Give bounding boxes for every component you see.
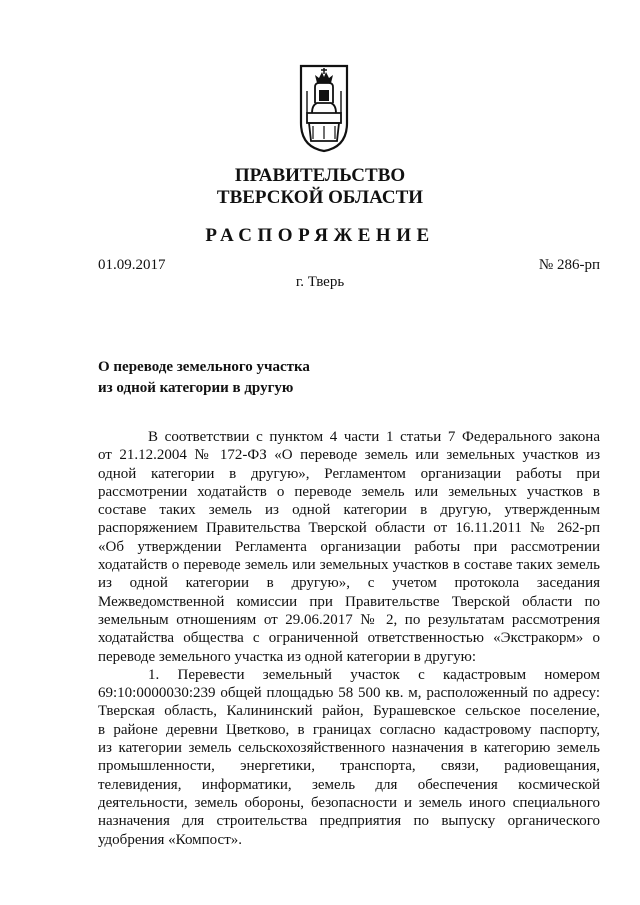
document-city: г. Тверь [295, 274, 345, 290]
org-name-line2: ТВЕРСКОЙ ОБЛАСТИ [216, 187, 424, 208]
subject-line1: О переводе земельного участка [98, 359, 310, 375]
body-line: деятельности, земель обороны, безопасности и земель иного специального [98, 794, 600, 811]
body-line: от 21.12.2004 № 172-ФЗ «О переводе земель или земельных участков из [98, 447, 600, 464]
body-line: распоряжением Правительства Тверской области от 16.11.2011 № 262-рп [98, 520, 600, 537]
body-line: удобрения «Компост». [98, 831, 243, 848]
body-line: рассмотрении ходатайств о переводе земель или земельных участков в [98, 483, 600, 500]
document-body [98, 428, 600, 849]
document-number: № 286-рп [538, 257, 600, 273]
body-line: «Об утверждении Регламента организации работы при рассмотрении [98, 538, 600, 555]
document-type: РАСПОРЯЖЕНИЕ [205, 225, 435, 246]
body-line: промышленности, энергетики, транспорта, связи, радиовещания, [98, 758, 600, 775]
body-line: Тверская область, Калининский район, Бурашевское сельское поселение, [98, 703, 600, 720]
coat-of-arms-icon [298, 63, 350, 153]
body-line: земельным отношениям от 29.06.2017 № 2, по результатам рассмотрения [98, 611, 600, 628]
body-line: переводе земельного участка из одной категории в другую: [98, 648, 477, 665]
body-line: Межведомственной комиссии при Правительстве Тверской области по [98, 593, 600, 610]
org-name-line1: ПРАВИТЕЛЬСТВО [234, 165, 406, 186]
body-line: одной категории в другую», Регламентом организации работы при [98, 465, 600, 482]
body-line: ходатайства общества с ограниченной ответственностью «Экстракорм» о [98, 630, 600, 647]
body-line: назначения для строительства предприятия по выпуску органического [98, 813, 600, 830]
body-line: 1. Перевести земельный участок с кадастровым номером [148, 666, 600, 683]
document-date: 01.09.2017 [98, 257, 166, 273]
body-line: составе таких земель из одной категории в другую, утвержденным [98, 502, 600, 519]
body-line: из одной категории в другую», с учетом протокола заседания [98, 575, 600, 592]
document-subject [98, 357, 398, 399]
subject-line2: из одной категории в другую [98, 380, 294, 396]
body-line: из категории земель сельскохозяйственного назначения в категорию земель [98, 740, 600, 757]
body-line: телевидения, информатики, земель для обеспечения космической [98, 776, 600, 793]
body-line: В соответствии с пунктом 4 части 1 статьи 7 Федерального закона [148, 429, 600, 445]
body-line: ходатайств о переводе земель или земельных участков в составе таких земель [98, 557, 600, 574]
body-line: 69:10:0000030:239 общей площадью 58 500 кв. м, расположенный по адресу: [98, 685, 600, 702]
body-line: в районе деревни Цветково, в границах согласно кадастровому паспорту, [98, 721, 600, 738]
